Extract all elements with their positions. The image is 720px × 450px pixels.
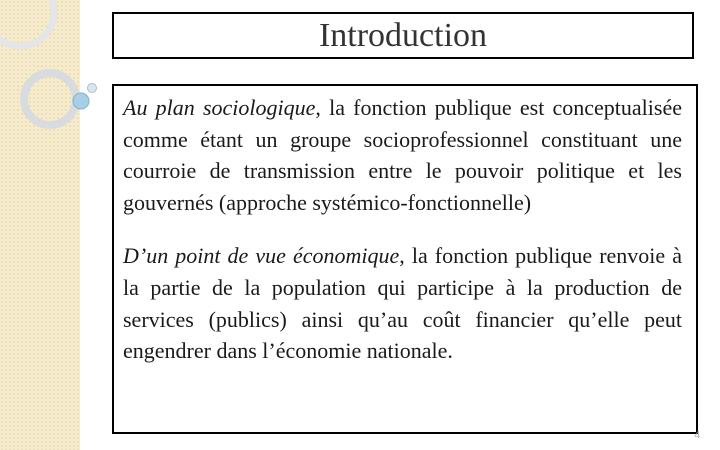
- decorative-bubble: [73, 93, 89, 109]
- title-box: [112, 12, 694, 59]
- paragraph-economic: [123, 240, 682, 366]
- decorative-bubble-small: [88, 84, 97, 93]
- paragraph-sociological: [123, 92, 682, 218]
- content-box: [112, 84, 698, 434]
- paragraph-body: , la fonction publique est conceptualisée comme étant un groupe socioprofessionnel constituant une courroie de transmission entre le pouvoir politique et les gouvernés (approche systémico-fonctionnelle): [123, 95, 683, 215]
- decorative-ring: [24, 73, 76, 125]
- page-number: 4: [694, 430, 700, 441]
- paragraph-lead: Au plan sociologique: [123, 95, 316, 120]
- paragraph-body: , la fonction publique renvoie à la partie de la population qui participe à la production de services (publics) ainsi qu’au coût financier qu’elle peut engendrer dans l’économie nationale.: [123, 243, 682, 364]
- paragraph-lead: D’un point de vue économique: [123, 243, 400, 269]
- decorative-ring-large: [0, 0, 54, 46]
- decorative-circles: [0, 0, 120, 140]
- slide-title: Introduction: [318, 16, 488, 54]
